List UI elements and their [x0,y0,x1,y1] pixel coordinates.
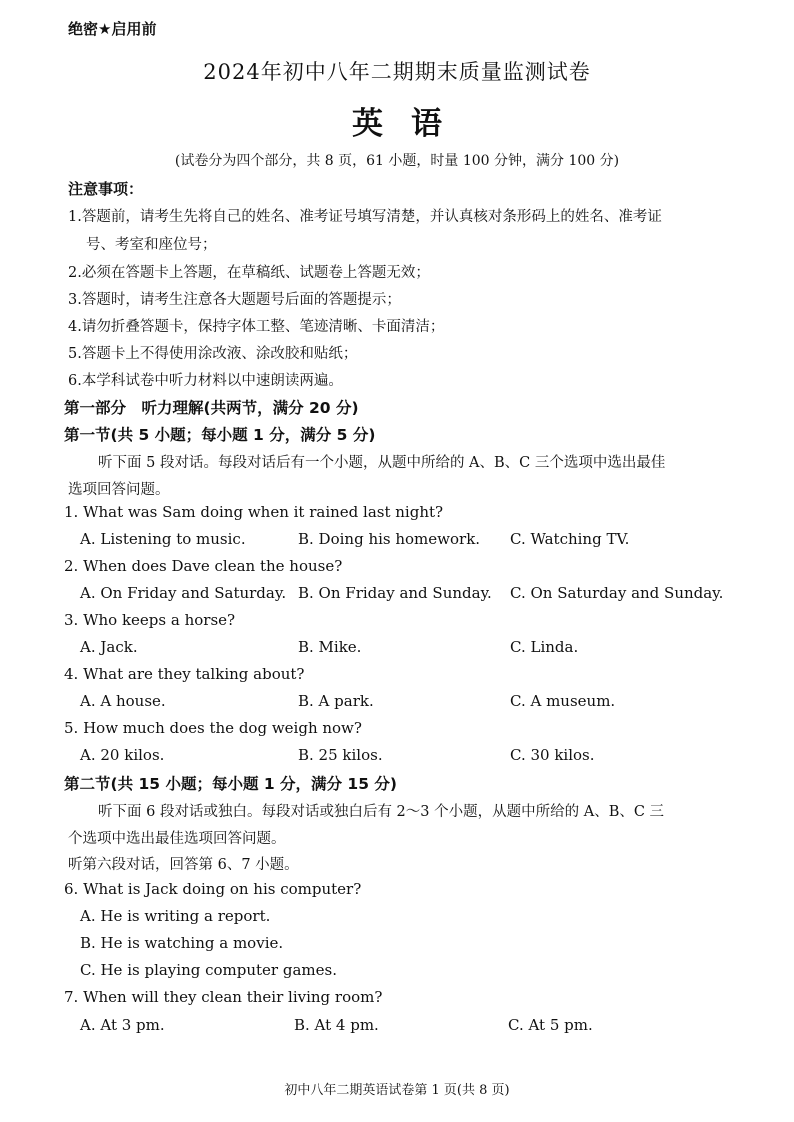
option-b: B. A park. [298,692,374,710]
question-text: 4. What are they talking about? [64,665,305,683]
question-text: 5. How much does the dog weigh now? [64,719,362,737]
option-a: A. Jack. [80,638,138,656]
option-c: C. At 5 pm. [508,1016,593,1034]
option-b: B. On Friday and Sunday. [298,584,492,602]
question-text: 1. What was Sam doing when it rained last night? [64,503,444,521]
notice-item: 1.答题前，请考生先将自己的姓名、准考证号填写清楚，并认真核对条形码上的姓名、准考证 [68,209,662,225]
page-footer: 初中八年二期英语试卷第 1 页(共 8 页) [284,1083,510,1098]
option-a: A. On Friday and Saturday. [80,584,287,602]
notice-item: 号、考室和座位号； [86,237,217,253]
option-c: C. On Saturday and Sunday. [510,584,724,602]
notice-item: 5.答题卡上不得使用涂改液、涂改胶和贴纸； [68,346,358,362]
section1-instruction: 听下面 5 段对话。每段对话后有一个小题，从题中所给的 A、B、C 三个选项中选出最佳 [98,455,666,471]
option-a: A. A house. [80,692,166,710]
option-b: B. Mike. [298,638,362,656]
notice-item: 3.答题时，请考生注意各大题题号后面的答题提示； [68,292,401,308]
exam-info: (试卷分为四个部分，共 8 页，61 小题，时量 100 分钟，满分 100 分) [174,153,620,169]
section2-instruction: 个选项中选出最佳选项回答问题。 [68,831,286,847]
option-c: C. A museum. [510,692,616,710]
option-b: B. 25 kilos. [298,746,383,764]
option-b: B. He is watching a movie. [80,934,284,952]
dialogue-instruction: 听第六段对话，回答第 6、7 小题。 [68,857,299,873]
section1-instruction: 选项回答问题。 [68,482,170,498]
notice-item: 6.本学科试卷中听力材料以中速朗读两遍。 [68,373,343,389]
exam-title: 2024年初中八年二期期末质量监测试卷 [203,60,591,84]
subject-title: 英语 [352,106,470,142]
question-text: 7. When will they clean their living room? [64,988,383,1006]
part1-heading: 第一部分 听力理解(共两节，满分 20 分) [64,399,359,417]
confidential-mark: 绝密★启用前 [68,20,157,38]
option-c: C. He is playing computer games. [80,961,337,979]
option-c: C. Linda. [510,638,579,656]
option-a: A. Listening to music. [80,530,246,548]
option-b: B. At 4 pm. [294,1016,379,1034]
option-b: B. Doing his homework. [298,530,481,548]
section2-instruction: 听下面 6 段对话或独白。每段对话或独白后有 2～3 个小题，从题中所给的 A、B、C 三 [98,804,665,820]
option-a: A. He is writing a report. [80,907,271,925]
notice-item: 2.必须在答题卡上答题，在草稿纸、试题卷上答题无效； [68,265,430,281]
option-a: A. At 3 pm. [80,1016,165,1034]
question-text: 3. Who keeps a horse? [64,611,236,629]
option-a: A. 20 kilos. [80,746,165,764]
section2-heading: 第二节(共 15 小题；每小题 1 分，满分 15 分) [64,775,397,793]
notice-item: 4.请勿折叠答题卡，保持字体工整、笔迹清晰、卡面清洁； [68,319,445,335]
question-text: 6. What is Jack doing on his computer? [64,880,362,898]
section1-heading: 第一节(共 5 小题；每小题 1 分，满分 5 分) [64,426,376,444]
option-c: C. Watching TV. [510,530,630,548]
notice-heading: 注意事项： [68,180,144,198]
option-c: C. 30 kilos. [510,746,595,764]
question-text: 2. When does Dave clean the house? [64,557,343,575]
